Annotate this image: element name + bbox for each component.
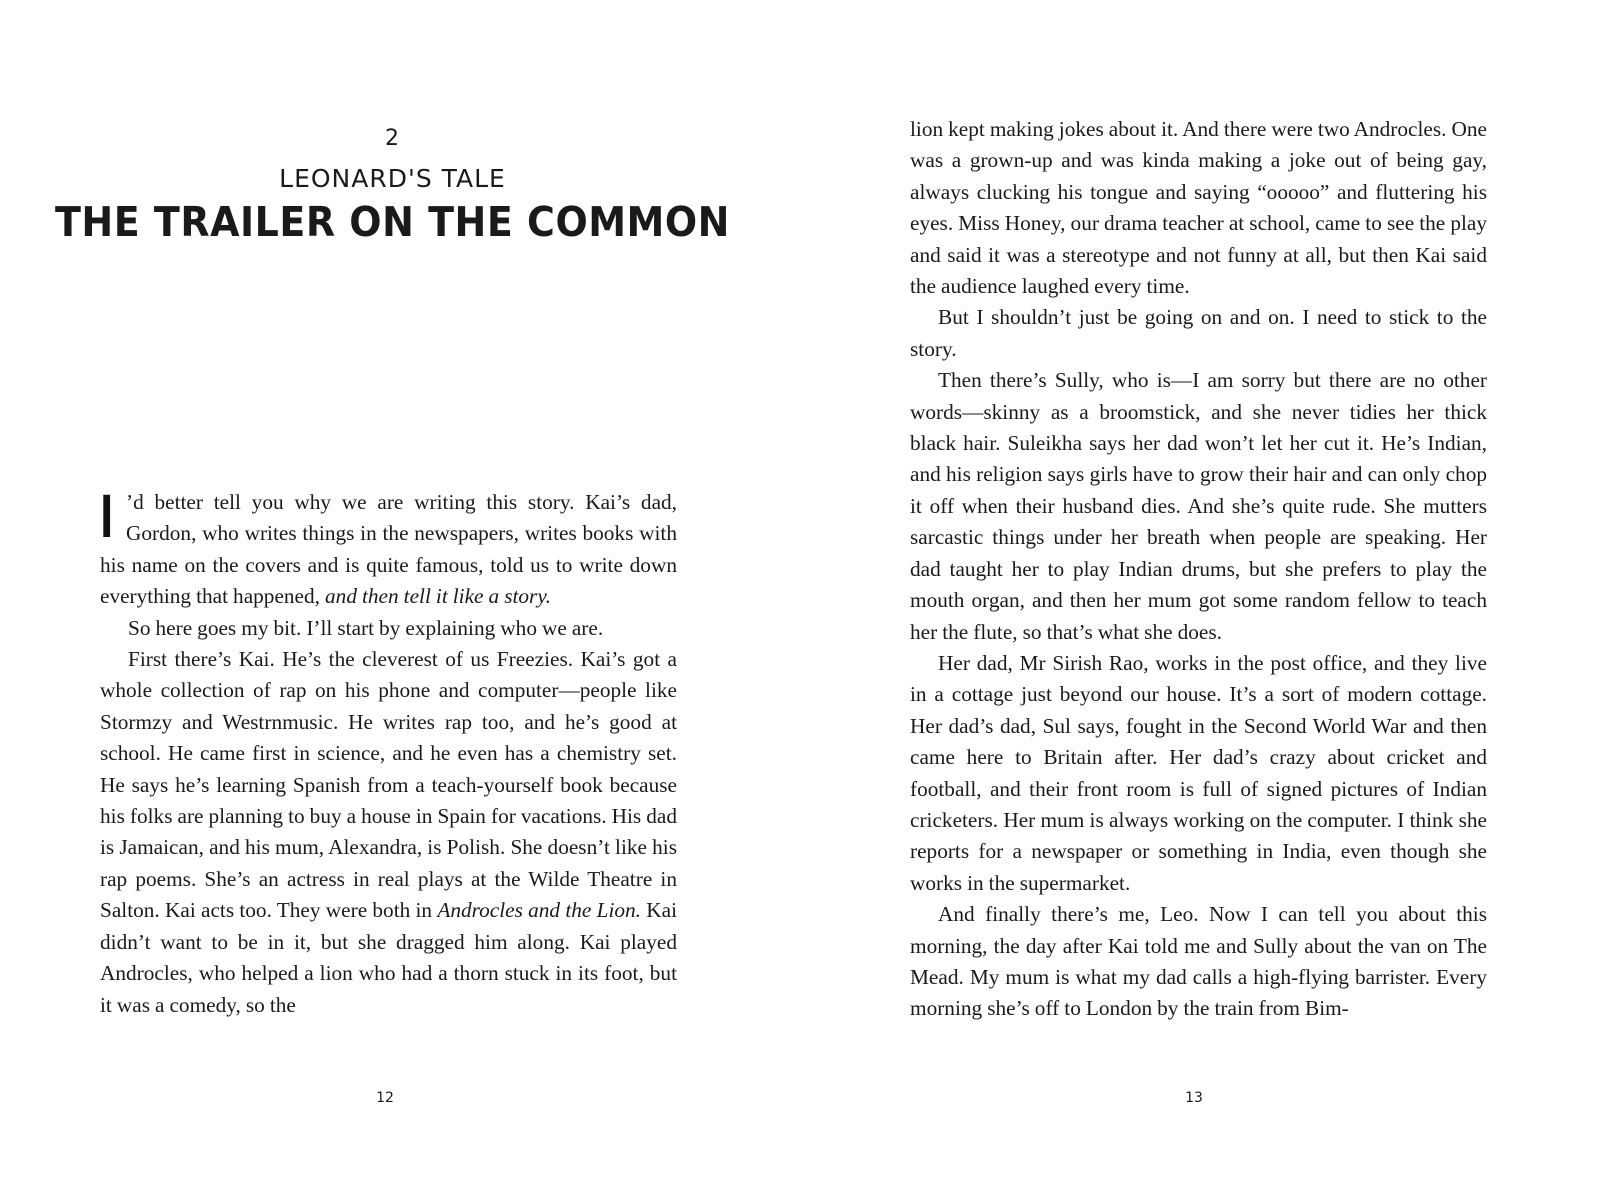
paragraph-text: First there’s Kai. He’s the cleverest of us Freezies. Kai’s got a whole collection of rap on his phone and computer—people like Stormzy and Westrnmusic. He writes rap too, and he’s good at school. He came first in science, and he even has a chemistry set. He says he’s learning Spanish from a teach-yourself book because his folks are planning to buy a house in Spain for vacations. His dad is Jamaican, and his mum, Alexandra, is Polish. She doesn’t like his rap poems. She’s an actress in real plays at the Wilde Theatre in Salton. Kai acts too. They were both in [100,647,677,923]
page-number: 12 [376,1090,394,1106]
chapter-title: THE TRAILER ON THE COMMON [55,198,730,246]
chapter-number: 2 [385,126,400,151]
left-body-text [100,483,677,1021]
paragraph: But I shouldn’t just be going on and on. I need to stick to the story. [910,305,1487,361]
italic-text: and then tell it like a story. [325,584,551,609]
paragraph: lion kept making jokes about it. And there were two Androcles. One was a grown-up and was kinda making a joke out of being gay, always clucking his tongue and saying “ooooo” and fluttering his eyes. Miss Honey, our drama teacher at school, came to see the play and said it was a stereotype and not funny at all, but then Kai said the audience laughed every time. [910,117,1487,299]
paragraph: Her dad, Mr Sirish Rao, works in the post office, and they live in a cottage just beyond our house. It’s a sort of modern cottage. Her dad’s dad, Sul says, fought in the Second World War and then came here to Britain after. Her dad’s crazy about cricket and football, and their front room is full of signed pictures of Indian cricketers. Her mum is always working on the computer. I think she reports for a newspaper or something in India, even though she works in the supermarket. [910,650,1487,895]
paragraph: So here goes my bit. I’ll start by explaining who we are. [128,615,604,640]
paragraph-text: Kai didn’t want to be in it, but she dragged him along. Kai played Androcles, who helped a lion who had a thorn stuck in its foot, but it was a comedy, so the [100,898,677,1017]
right-page [800,0,1600,1200]
right-body-text [910,114,1487,1025]
chapter-subtitle: LEONARD'S TALE [279,164,506,193]
paragraph: And finally there’s me, Leo. Now I can tell you about this morning, the day after Kai told me and Sully about the van on The Mead. My mum is what my dad calls a high-flying barrister. Every morning she’s off to London by the train from Bim- [910,902,1487,1021]
page-number: 13 [1185,1090,1203,1106]
italic-text: Androcles and the Lion. [437,898,641,923]
paragraph [100,483,677,613]
paragraph: Then there’s Sully, who is—I am sorry but there are no other words—skinny as a broomstick, and she never tidies her thick black hair. Suleikha says her dad won’t let her cut it. He’s Indian, and his religion says girls have to grow their hair and can only chop it off when their husband dies. And she’s quite rude. She mutters sarcastic things under her breath when people are speaking. Her dad taught her to play Indian drums, but she prefers to play the mouth organ, and then her mum got some random fellow to teach her the flute, so that’s what she does. [910,368,1487,644]
drop-cap: I [100,483,114,551]
paragraph [100,644,677,1021]
paragraph-text: ’d better tell you why we are writing this story. Kai’s dad, Gordon, who writes things in the newspapers, writes books with his name on the covers and is quite famous, told us to write down everything that happened, [100,490,677,609]
